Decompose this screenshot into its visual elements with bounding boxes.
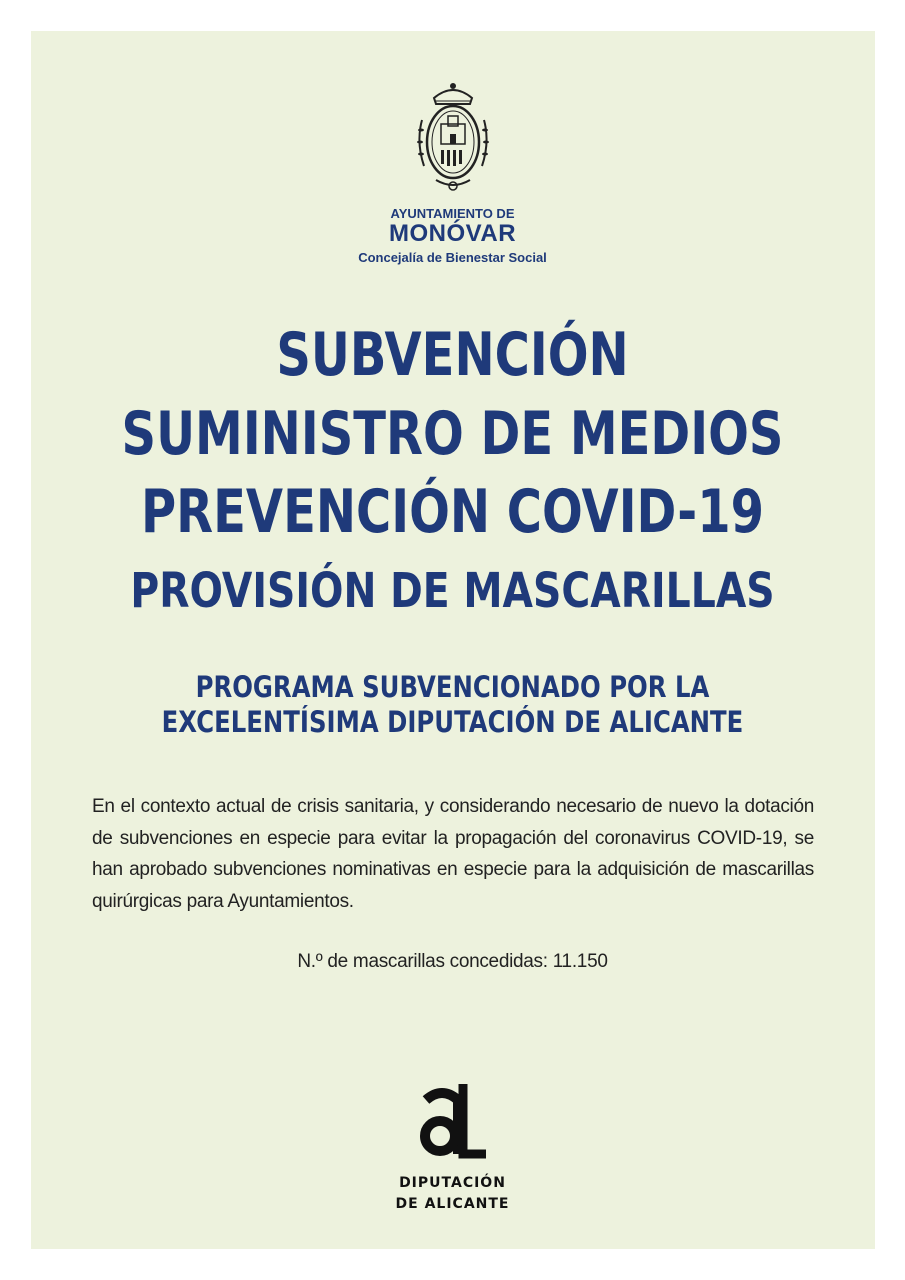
headline-line-4: PROVISIÓN DE MASCARILLAS xyxy=(130,563,775,619)
coat-of-arms-icon xyxy=(412,80,494,198)
diputacion-al-logo-icon xyxy=(418,1084,488,1160)
headline-line-1: SUBVENCIÓN xyxy=(276,320,629,390)
subheadline-line-2: EXCELENTÍSIMA DIPUTACIÓN DE ALICANTE xyxy=(161,705,744,739)
logo-text-line-2: DE ALICANTE xyxy=(395,1196,510,1212)
org-line-monovar: MONÓVAR xyxy=(388,220,517,247)
subheadline-line-1: PROGRAMA SUBVENCIONADO POR LA xyxy=(195,670,710,704)
org-line-ayuntamiento: AYUNTAMIENTO DE xyxy=(390,206,515,221)
headline-line-3: PREVENCIÓN COVID-19 xyxy=(140,477,765,547)
mask-count-text: N.º de mascarillas concedidas: 11.150 xyxy=(297,951,608,972)
org-line-concejalia: Concejalía de Bienestar Social xyxy=(358,250,547,265)
body-paragraph: En el contexto actual de crisis sanitaria, y considerando necesario de nuevo la dotación de subvenciones en especie para evitar la propagación del coronavirus COVID-19, se han aprobado subvenciones nominativas en especie para la adquisición de mascarillas quirúrgicas para Ayuntamientos. xyxy=(92,796,814,912)
headline-line-2: SUMINISTRO DE MEDIOS xyxy=(121,399,784,469)
logo-text-line-1: DIPUTACIÓN xyxy=(399,1175,506,1191)
